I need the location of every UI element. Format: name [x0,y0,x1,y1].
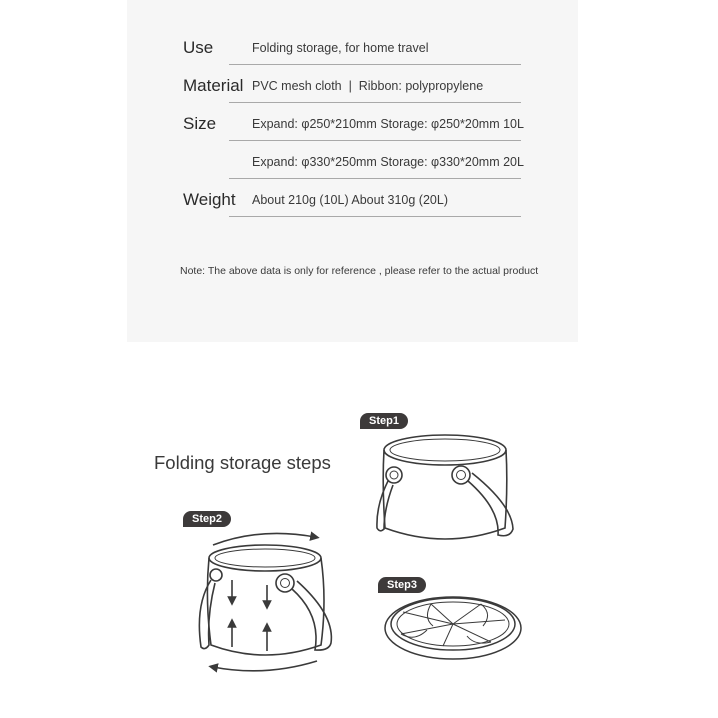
divider [229,64,521,65]
reference-note: Note: The above data is only for reference , please refer to the actual product [180,265,539,277]
spec-value-size-1: Expand: φ250*210mm Storage: φ250*20mm 10L [252,117,524,131]
spec-row-material [127,76,578,114]
divider [229,140,521,141]
divider [229,102,521,103]
step1-badge: Step1 [360,413,408,429]
compress-bucket-icon [185,525,345,675]
spec-label-weight: Weight [183,190,236,209]
spec-row-weight [127,190,578,228]
folded-bucket-icon [383,590,523,670]
spec-row-size [127,114,578,152]
spec-label-use: Use [183,38,214,57]
spec-value-size-2: Expand: φ330*250mm Storage: φ330*20mm 20L [252,155,524,169]
divider [229,216,521,217]
expanded-bucket-icon [360,425,530,555]
spec-label-material: Material [183,76,244,95]
spec-value-use: Folding storage, for home travel [252,41,429,55]
step3-badge: Step3 [378,577,426,593]
spec-row-use [127,38,578,76]
step2-badge: Step2 [183,511,231,527]
spec-value-material: PVC mesh cloth | Ribbon: polypropylene [252,79,484,93]
steps-title: Folding storage steps [154,452,331,473]
spec-label-size: Size [183,114,217,133]
spec-row-size-2 [127,152,578,190]
spec-panel [127,0,578,342]
spec-value-weight: About 210g (10L) About 310g (20L) [252,193,448,207]
divider [229,178,521,179]
